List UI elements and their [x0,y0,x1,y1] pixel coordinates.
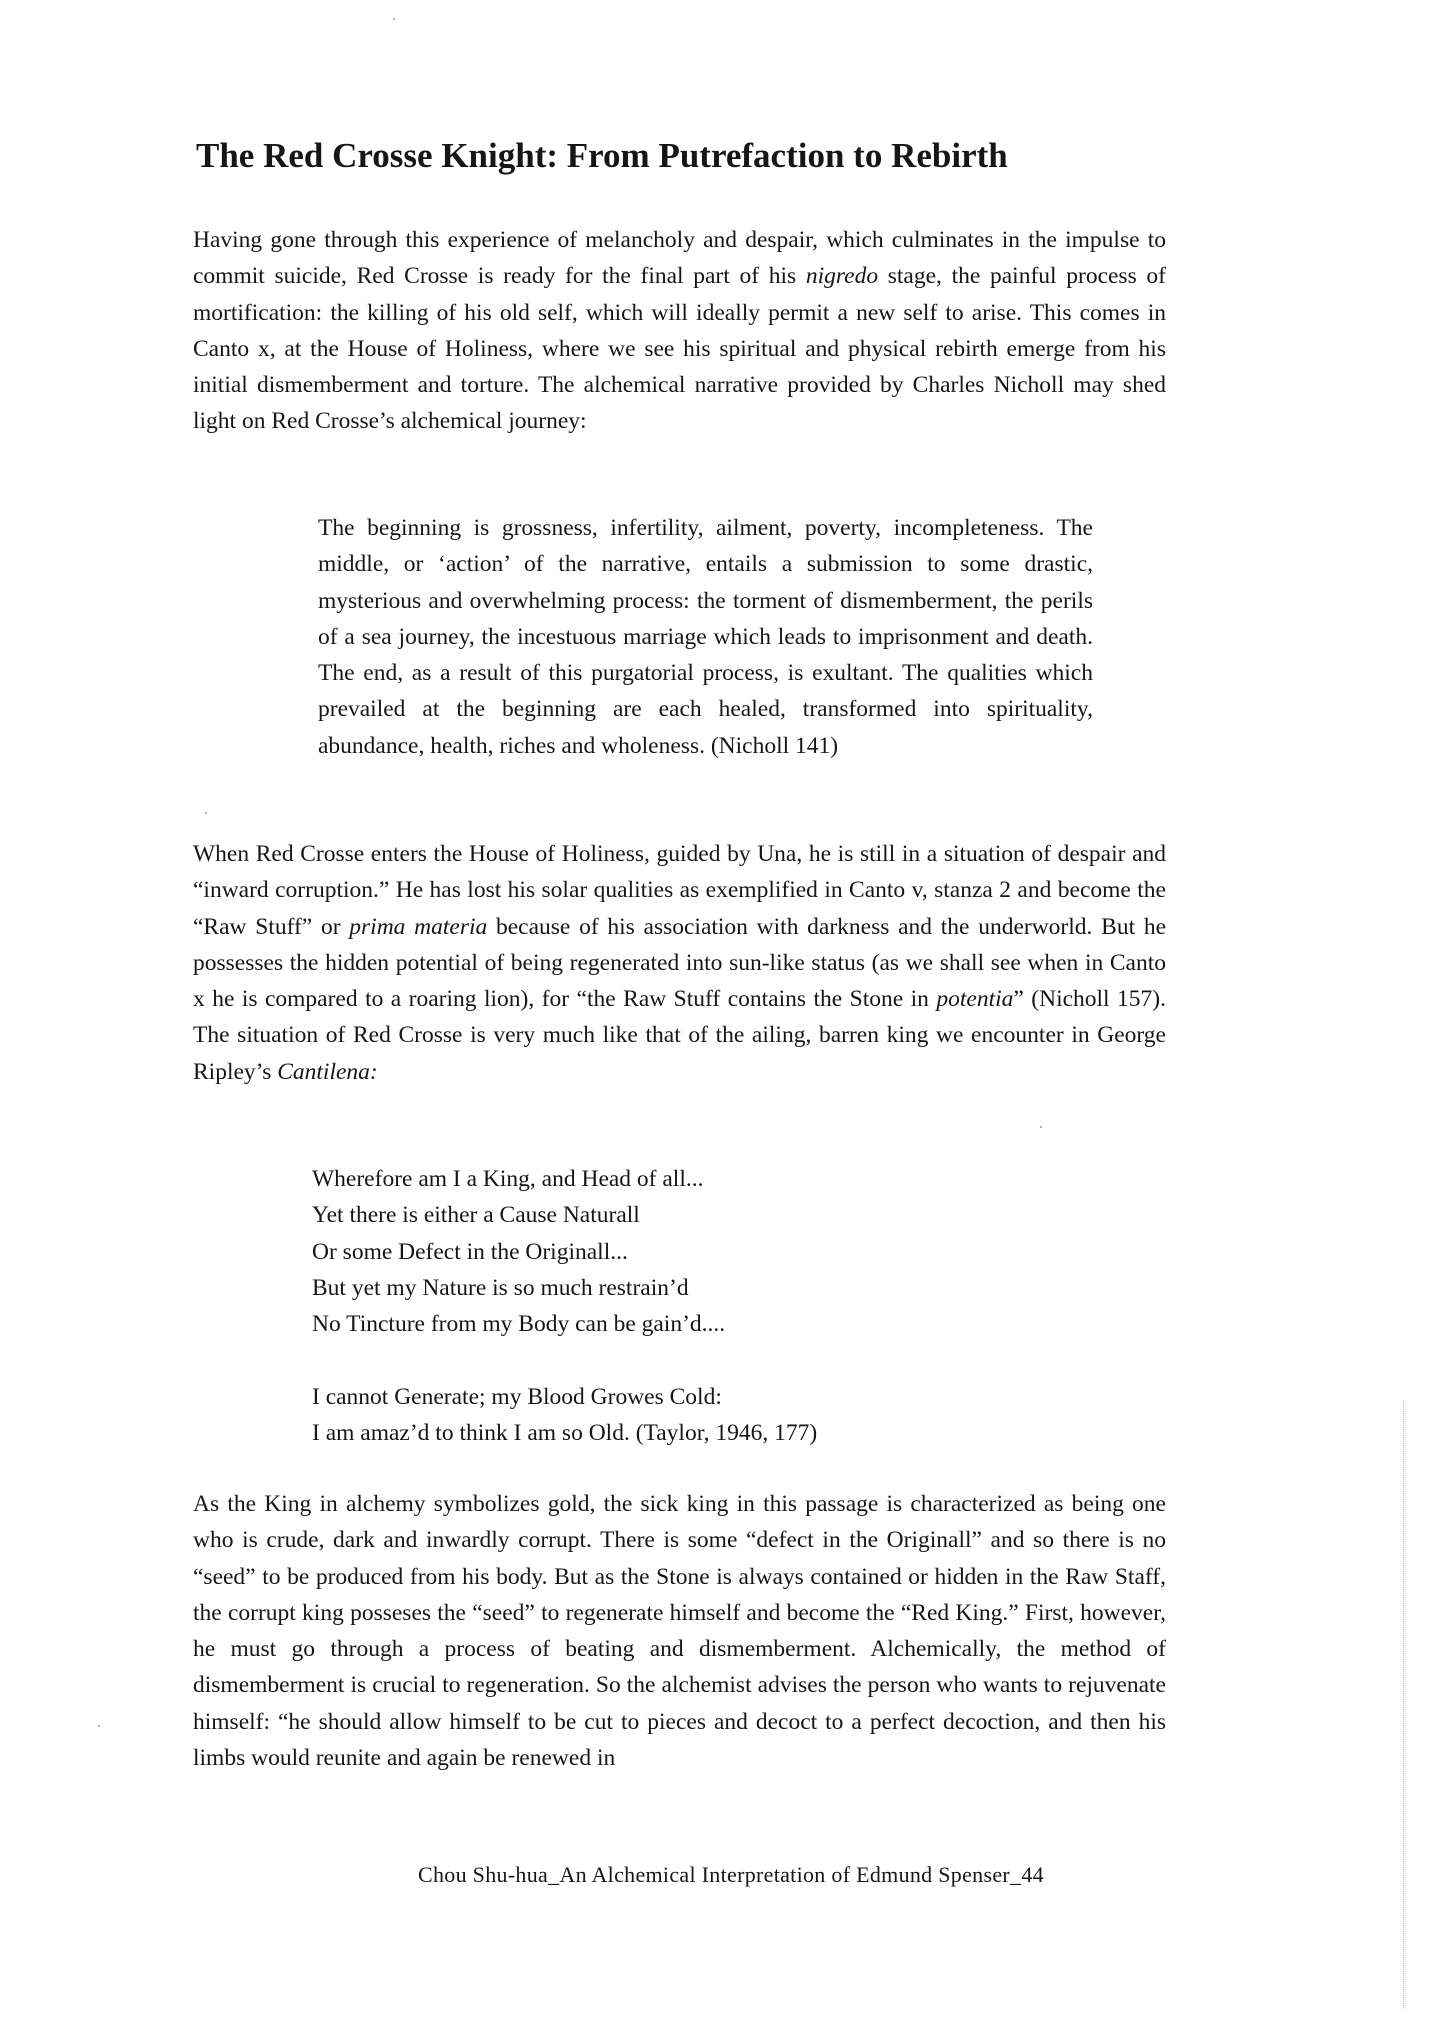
verse-line: I am amaz’d to think I am so Old. (Taylor, 1946, 177) [312,1420,818,1447]
verse-line: I cannot Generate; my Blood Growes Cold: [312,1384,722,1410]
paragraph-2-italic-c: Cantilena: [277,1058,378,1085]
verse-line: Yet there is either a Cause Naturall [312,1202,640,1229]
block-quote: The beginning is grossness, infertility, ailment, poverty, incompleteness. The middle, or ‘action’ of the narrative, entails a submission to some drastic, mysterious and overwhelming process: the torment of dismemberment, the perils of a sea journey, the incestuous marriage which leads to imprisonment and death. The end, as a result of this purgatorial process, is exultant. The qualities which prevailed at the beginning are each healed, transformed into spirituality, abundance, health, riches and wholeness. (Nicholl 141) [318,515,1093,759]
scan-speck [393,18,395,20]
paragraph-2-text-b: because of his association with darkness and the underworld. But he possesses the hidden potential of being regenerated into sun-like status (as we shall see when in Canto x he is compared to a roaring lion), for “the Raw Stuff contains the Stone in [193,913,1166,1013]
paragraph-1-text-b: stage, the painful process of mortification: the killing of his old self, which will ideally permit a new self to arise. This comes in Canto x, at the House of Holiness, where we see his spiritual and physical rebirth emerge from his initial dismemberment and torture. The alchemical narrative provided by Charles Nicholl may shed light on Red Crosse’s alchemical journey: [193,263,1166,435]
paragraph-2-italic-a: prima materia [349,913,488,940]
verse-stanza-2 [312,1379,1012,1452]
scan-speck [205,812,207,814]
scan-edge-mark [1403,1400,1405,2010]
paragraph-2-text-a: When Red Crosse enters the House of Holiness, guided by Una, he is still in a situation of despair and “inward corruption.” He has lost his solar qualities as exemplified in Canto v, stanza 2 and become the “Raw Stuff” or [193,841,1166,940]
verse-stanza-1 [312,1161,1012,1342]
scan-speck [1040,1126,1042,1128]
paragraph-2-italic-b: potentia [936,986,1014,1013]
paragraph-1-text-a: Having gone through this experience of melancholy and despair, which culminates in the impulse to commit suicide, Red Crosse is ready for the final part of his [193,227,1166,290]
paragraph-2-text-c: ” (Nicholl 157). The situation of Red Crosse is very much like that of the ailing, barren king we encounter in George Ripley’s [193,986,1166,1085]
scan-speck [98,1725,100,1727]
page-footer: Chou Shu-hua_An Alchemical Interpretation of Edmund Spenser_44 [418,1862,1044,1887]
paragraph-2 [193,836,1166,1090]
verse-line: Wherefore am I a King, and Head of all... [312,1166,704,1192]
paragraph-1 [193,222,1166,440]
verse-line: No Tincture from my Body can be gain’d.... [312,1311,726,1338]
paragraph-3: As the King in alchemy symbolizes gold, the sick king in this passage is characterized as being one who is crude, dark and inwardly corrupt. There is some “defect in the Originall” and so there is no “seed” to be produced from his body. But as the Stone is always contained or hidden in the Raw Staff, the corrupt king posseses the “seed” to regenerate himself and become the “Red King.” First, however, he must go through a process of beating and dismemberment. Alchemically, the method of dismemberment is crucial to regeneration. So the alchemist advises the person who wants to rejuvenate himself: “he should allow himself to be cut to pieces and decoct to a perfect decoction, and then his limbs would reunite and again be renewed in [193,1491,1166,1772]
verse-line: But yet my Nature is so much restrain’d [312,1274,689,1301]
section-title: The Red Crosse Knight: From Putrefaction to Rebirth [196,136,1008,175]
verse-line: Or some Defect in the Originall... [312,1238,628,1265]
paragraph-1-italic-term: nigredo [805,263,879,290]
